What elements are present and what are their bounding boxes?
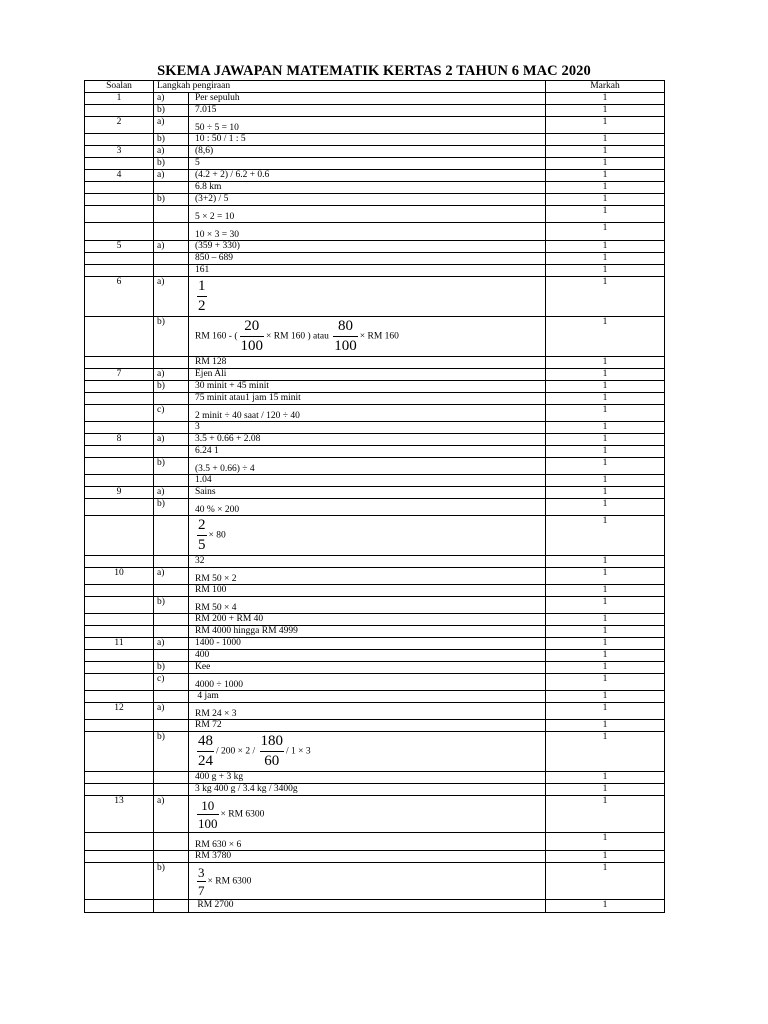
step-cell: 2 minit ÷ 40 saat / 120 ÷ 40 [189, 405, 546, 422]
mark-cell: 1 [546, 614, 665, 626]
step-cell [189, 796, 546, 833]
mark-cell: 1 [546, 393, 665, 405]
part-cell [154, 772, 189, 784]
step-cell: 400 [189, 650, 546, 662]
table-row [85, 105, 665, 117]
table-row [85, 796, 665, 833]
soalan-cell: 1 [85, 93, 154, 105]
mark-cell: 1 [546, 405, 665, 422]
numerator: 48 [197, 732, 214, 752]
table-row [85, 381, 665, 393]
soalan-cell: 7 [85, 369, 154, 381]
table-row [85, 597, 665, 614]
part-cell [154, 475, 189, 487]
step-cell [189, 516, 546, 556]
table-row [85, 772, 665, 784]
mark-cell: 1 [546, 691, 665, 703]
part-cell: a) [154, 369, 189, 381]
table-row [85, 614, 665, 626]
mark-cell: 1 [546, 487, 665, 499]
table-row [85, 357, 665, 369]
table-row [85, 833, 665, 851]
step-text: / 1 × 3 [286, 746, 311, 757]
soalan-cell: 3 [85, 146, 154, 158]
mark-cell: 1 [546, 585, 665, 597]
soalan-cell [85, 585, 154, 597]
step-cell: (359 + 330) [189, 241, 546, 253]
soalan-cell: 6 [85, 277, 154, 317]
table-row [85, 851, 665, 863]
part-cell [154, 556, 189, 568]
step-cell [189, 317, 546, 357]
denominator: 100 [334, 338, 357, 354]
mark-cell: 1 [546, 703, 665, 720]
soalan-cell [85, 182, 154, 194]
soalan-cell [85, 650, 154, 662]
mark-cell: 1 [546, 434, 665, 446]
step-cell [189, 863, 546, 900]
fraction [333, 317, 358, 356]
step-cell: 4 jam [189, 691, 546, 703]
step-cell: RM 100 [189, 585, 546, 597]
soalan-cell [85, 475, 154, 487]
mark-cell: 1 [546, 597, 665, 614]
table-row [85, 638, 665, 650]
soalan-cell [85, 446, 154, 458]
fraction [197, 797, 219, 832]
table-row [85, 499, 665, 516]
numerator: 1 [197, 277, 207, 297]
part-cell: b) [154, 317, 189, 357]
step-text: × RM 160 ) atau [266, 331, 329, 342]
step-cell: 30 minit + 45 minit [189, 381, 546, 393]
step-text: RM 160 - ( [195, 331, 238, 342]
soalan-cell [85, 626, 154, 638]
table-header-row [85, 81, 665, 93]
mark-cell: 1 [546, 277, 665, 317]
soalan-cell [85, 900, 154, 913]
part-cell [154, 900, 189, 913]
soalan-cell [85, 265, 154, 277]
mark-cell: 1 [546, 194, 665, 206]
header-markah: Markah [546, 81, 665, 93]
soalan-cell [85, 223, 154, 241]
mark-cell: 1 [546, 117, 665, 134]
step-cell: Sains [189, 487, 546, 499]
part-cell: a) [154, 241, 189, 253]
table-row [85, 317, 665, 357]
step-cell: RM 128 [189, 357, 546, 369]
soalan-cell [85, 422, 154, 434]
soalan-cell [85, 194, 154, 206]
step-cell: (4.2 + 2) / 6.2 + 0.6 [189, 170, 546, 182]
part-cell: a) [154, 170, 189, 182]
denominator: 100 [240, 338, 263, 354]
step-cell: 4000 ÷ 1000 [189, 674, 546, 691]
table-row [85, 405, 665, 422]
part-cell: b) [154, 105, 189, 117]
mark-cell: 1 [546, 662, 665, 674]
step-cell: Kee [189, 662, 546, 674]
table-row [85, 146, 665, 158]
step-cell: 1400 - 1000 [189, 638, 546, 650]
denominator: 60 [264, 753, 280, 769]
table-row [85, 158, 665, 170]
part-cell [154, 833, 189, 851]
answer-table [84, 80, 665, 913]
soalan-cell [85, 381, 154, 393]
step-cell: 50 ÷ 5 = 10 [189, 117, 546, 134]
table-row [85, 703, 665, 720]
table-row [85, 662, 665, 674]
fraction [260, 732, 285, 771]
soalan-cell [85, 732, 154, 772]
table-row [85, 277, 665, 317]
part-cell: a) [154, 93, 189, 105]
table-row [85, 393, 665, 405]
soalan-cell [85, 134, 154, 146]
step-cell: 32 [189, 556, 546, 568]
step-cell: RM 200 + RM 40 [189, 614, 546, 626]
step-cell: RM 3780 [189, 851, 546, 863]
table-row [85, 720, 665, 732]
table-row [85, 253, 665, 265]
step-cell: RM 50 × 4 [189, 597, 546, 614]
soalan-cell: 10 [85, 568, 154, 585]
mark-cell: 1 [546, 357, 665, 369]
step-cell: Ejen Ali [189, 369, 546, 381]
table-row [85, 93, 665, 105]
table-row [85, 194, 665, 206]
soalan-cell [85, 556, 154, 568]
step-cell: 5 × 2 = 10 [189, 206, 546, 223]
soalan-cell [85, 253, 154, 265]
step-cell: 5 [189, 158, 546, 170]
soalan-cell [85, 158, 154, 170]
table-row [85, 369, 665, 381]
soalan-cell [85, 833, 154, 851]
part-cell: a) [154, 487, 189, 499]
part-cell [154, 265, 189, 277]
part-cell: b) [154, 863, 189, 900]
soalan-cell: 13 [85, 796, 154, 833]
denominator: 7 [198, 882, 205, 898]
mark-cell: 1 [546, 170, 665, 182]
step-cell: (8,6) [189, 146, 546, 158]
table-row [85, 206, 665, 223]
denominator: 2 [198, 298, 206, 314]
mark-cell: 1 [546, 369, 665, 381]
part-cell: b) [154, 134, 189, 146]
soalan-cell [85, 357, 154, 369]
table-row [85, 674, 665, 691]
soalan-cell: 5 [85, 241, 154, 253]
mark-cell: 1 [546, 732, 665, 772]
soalan-cell [85, 674, 154, 691]
part-cell [154, 182, 189, 194]
table-row [85, 134, 665, 146]
table-row [85, 863, 665, 900]
mark-cell: 1 [546, 650, 665, 662]
soalan-cell [85, 784, 154, 796]
part-cell: b) [154, 194, 189, 206]
mark-cell: 1 [546, 182, 665, 194]
mark-cell: 1 [546, 568, 665, 585]
mark-cell: 1 [546, 638, 665, 650]
soalan-cell [85, 317, 154, 357]
soalan-cell: 8 [85, 434, 154, 446]
mark-cell: 1 [546, 851, 665, 863]
step-cell: 161 [189, 265, 546, 277]
part-cell [154, 516, 189, 556]
mark-cell: 1 [546, 253, 665, 265]
table-row [85, 446, 665, 458]
step-cell: RM 2700 [189, 900, 546, 913]
fraction [197, 516, 207, 555]
step-cell: 7.015 [189, 105, 546, 117]
numerator: 3 [198, 864, 205, 880]
soalan-cell: 11 [85, 638, 154, 650]
header-langkah: Langkah pengiraan [154, 81, 546, 93]
part-cell [154, 253, 189, 265]
header-soalan: Soalan [85, 81, 154, 93]
step-cell: (3.5 + 0.66) ÷ 4 [189, 458, 546, 475]
table-row [85, 900, 665, 913]
table-row [85, 475, 665, 487]
mark-cell: 1 [546, 720, 665, 732]
soalan-cell [85, 516, 154, 556]
part-cell: a) [154, 568, 189, 585]
table-row [85, 117, 665, 134]
step-text: / 200 × 2 / [216, 746, 256, 757]
step-cell: 3 kg 400 g / 3.4 kg / 3400g [189, 784, 546, 796]
table-row [85, 691, 665, 703]
step-cell: 3 [189, 422, 546, 434]
part-cell: a) [154, 638, 189, 650]
mark-cell: 1 [546, 134, 665, 146]
step-cell: 10 × 3 = 30 [189, 223, 546, 241]
mark-cell: 1 [546, 458, 665, 475]
part-cell [154, 626, 189, 638]
table-row [85, 568, 665, 585]
step-text: × 80 [208, 530, 226, 541]
soalan-cell [85, 691, 154, 703]
part-cell [154, 691, 189, 703]
table-row [85, 516, 665, 556]
mark-cell: 1 [546, 772, 665, 784]
part-cell [154, 851, 189, 863]
mark-cell: 1 [546, 223, 665, 241]
step-cell: (3+2) / 5 [189, 194, 546, 206]
table-row [85, 784, 665, 796]
part-cell: a) [154, 703, 189, 720]
soalan-cell: 2 [85, 117, 154, 134]
table-row [85, 265, 665, 277]
mark-cell: 1 [546, 241, 665, 253]
mark-cell: 1 [546, 265, 665, 277]
step-text: × RM 6300 [220, 809, 265, 820]
mark-cell: 1 [546, 626, 665, 638]
mark-cell: 1 [546, 833, 665, 851]
table-row [85, 732, 665, 772]
numerator: 80 [333, 317, 358, 337]
part-cell [154, 720, 189, 732]
step-cell: RM 630 × 6 [189, 833, 546, 851]
step-cell: 1.04 [189, 475, 546, 487]
soalan-cell [85, 393, 154, 405]
mark-cell: 1 [546, 863, 665, 900]
table-row [85, 434, 665, 446]
mark-cell: 1 [546, 796, 665, 833]
table-row [85, 458, 665, 475]
part-cell [154, 357, 189, 369]
mark-cell: 1 [546, 381, 665, 393]
part-cell [154, 223, 189, 241]
mark-cell: 1 [546, 317, 665, 357]
soalan-cell [85, 851, 154, 863]
part-cell: a) [154, 434, 189, 446]
part-cell: b) [154, 499, 189, 516]
page-title: SKEMA JAWAPAN MATEMATIK KERTAS 2 TAHUN 6 MAC 2020 [157, 63, 591, 79]
part-cell [154, 393, 189, 405]
soalan-cell [85, 614, 154, 626]
soalan-cell [85, 720, 154, 732]
table-row [85, 182, 665, 194]
step-cell: 3.5 + 0.66 + 2.08 [189, 434, 546, 446]
table-row [85, 626, 665, 638]
step-cell: 75 minit atau1 jam 15 minit [189, 393, 546, 405]
part-cell: a) [154, 796, 189, 833]
soalan-cell [85, 206, 154, 223]
mark-cell: 1 [546, 93, 665, 105]
part-cell: a) [154, 117, 189, 134]
part-cell [154, 784, 189, 796]
mark-cell: 1 [546, 556, 665, 568]
mark-cell: 1 [546, 475, 665, 487]
step-cell: 40 % × 200 [189, 499, 546, 516]
part-cell: c) [154, 405, 189, 422]
mark-cell: 1 [546, 146, 665, 158]
part-cell [154, 614, 189, 626]
step-text: × RM 6300 [207, 876, 252, 887]
table-row [85, 170, 665, 182]
mark-cell: 1 [546, 158, 665, 170]
mark-cell: 1 [546, 446, 665, 458]
mark-cell: 1 [546, 900, 665, 913]
fraction [197, 732, 214, 771]
table-row [85, 422, 665, 434]
part-cell: b) [154, 662, 189, 674]
soalan-cell [85, 597, 154, 614]
fraction [197, 864, 206, 899]
step-cell: 10 : 50 / 1 : 5 [189, 134, 546, 146]
part-cell: b) [154, 158, 189, 170]
part-cell [154, 206, 189, 223]
part-cell: b) [154, 458, 189, 475]
table-row [85, 585, 665, 597]
soalan-cell: 12 [85, 703, 154, 720]
step-cell: 6.8 km [189, 182, 546, 194]
fraction [240, 317, 265, 356]
part-cell: b) [154, 597, 189, 614]
mark-cell: 1 [546, 784, 665, 796]
soalan-cell [85, 405, 154, 422]
numerator: 180 [260, 732, 285, 752]
step-cell: 850 – 689 [189, 253, 546, 265]
numerator: 2 [197, 516, 207, 536]
soalan-cell [85, 458, 154, 475]
step-cell: RM 24 × 3 [189, 703, 546, 720]
step-text: × RM 160 [359, 331, 399, 342]
part-cell [154, 650, 189, 662]
table-row [85, 223, 665, 241]
numerator: 10 [197, 797, 219, 815]
fraction [197, 277, 207, 316]
soalan-cell [85, 105, 154, 117]
soalan-cell [85, 863, 154, 900]
part-cell: c) [154, 674, 189, 691]
mark-cell: 1 [546, 499, 665, 516]
mark-cell: 1 [546, 516, 665, 556]
step-cell: Per sepuluh [189, 93, 546, 105]
step-cell: RM 4000 hingga RM 4999 [189, 626, 546, 638]
step-cell [189, 732, 546, 772]
step-cell: 6.24 1 [189, 446, 546, 458]
soalan-cell [85, 772, 154, 784]
mark-cell: 1 [546, 422, 665, 434]
part-cell [154, 422, 189, 434]
part-cell [154, 446, 189, 458]
table-row [85, 241, 665, 253]
step-cell [189, 277, 546, 317]
numerator: 20 [240, 317, 265, 337]
mark-cell: 1 [546, 105, 665, 117]
part-cell: b) [154, 732, 189, 772]
soalan-cell: 9 [85, 487, 154, 499]
denominator: 5 [198, 537, 206, 553]
table-row [85, 650, 665, 662]
part-cell: a) [154, 146, 189, 158]
table-row [85, 487, 665, 499]
part-cell [154, 585, 189, 597]
denominator: 24 [198, 753, 213, 769]
soalan-cell: 4 [85, 170, 154, 182]
table-row [85, 556, 665, 568]
mark-cell: 1 [546, 206, 665, 223]
mark-cell: 1 [546, 674, 665, 691]
step-cell: RM 72 [189, 720, 546, 732]
soalan-cell [85, 662, 154, 674]
part-cell: a) [154, 277, 189, 317]
part-cell: b) [154, 381, 189, 393]
step-cell: RM 50 × 2 [189, 568, 546, 585]
denominator: 100 [198, 815, 218, 831]
soalan-cell [85, 499, 154, 516]
step-cell: 400 g + 3 kg [189, 772, 546, 784]
